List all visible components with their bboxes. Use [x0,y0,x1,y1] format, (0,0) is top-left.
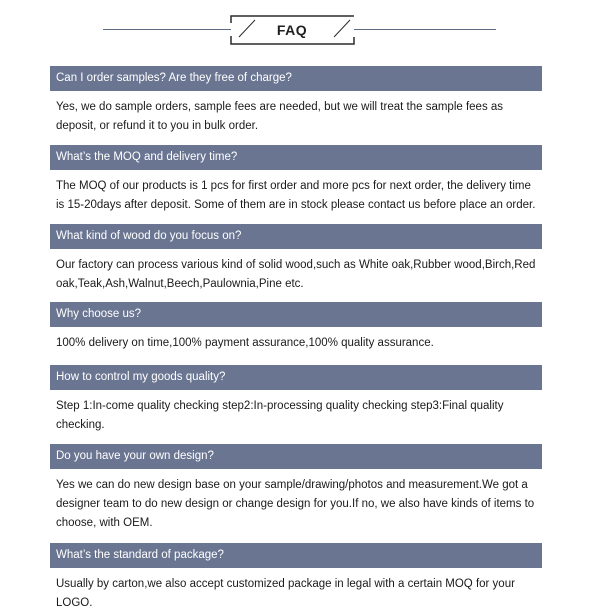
faq-header [0,0,600,60]
faq-question: What’s the MOQ and delivery time? [50,145,542,170]
faq-item-package [50,543,542,613]
faq-item-samples [50,66,542,136]
faq-item-design [50,444,542,533]
faq-question: What kind of wood do you focus on? [50,224,542,249]
faq-item-moq [50,145,542,215]
faq-answer: Yes, we do sample orders, sample fees are needed, but we will treat the sample fees as deposit, or refund it to you in bulk order. [56,101,504,132]
faq-item-quality [50,365,542,435]
faq-item-why-us [50,302,542,353]
faq-title: FAQ [276,22,308,38]
faq-question: Can I order samples? Are they free of charge? [50,66,542,91]
faq-answer: Usually by carton,we also accept customized package in legal with a certain MOQ for your LOGO. [56,578,515,609]
faq-question: How to control my goods quality? [50,365,542,390]
faq-question: Do you have your own design? [50,444,542,469]
faq-answer: Step 1:In-come quality checking step2:In-processing quality checking step3:Final quality checking. [56,400,504,431]
faq-item-wood [50,224,542,294]
faq-answer: Yes we can do new design base on your sample/drawing/photos and measurement.We got a designer team to do new design or change design for you.If no, we also have kinds of items to choose, with OEM. [56,479,535,529]
faq-question: Why choose us? [50,302,542,327]
faq-question: What’s the standard of package? [50,543,542,568]
faq-answer: Our factory can process various kind of solid wood,such as White oak,Rubber wood,Birch,Red oak,Teak,Ash,Walnut,Beech,Paulownia,Pine etc. [56,259,536,290]
faq-answer: 100% delivery on time,100% payment assurance,100% quality assurance. [56,337,434,349]
faq-answer: The MOQ of our products is 1 pcs for first order and more pcs for next order, the delivery time is 15-20days after deposit. Some of them are in stock please contact us before place an order. [56,180,536,211]
